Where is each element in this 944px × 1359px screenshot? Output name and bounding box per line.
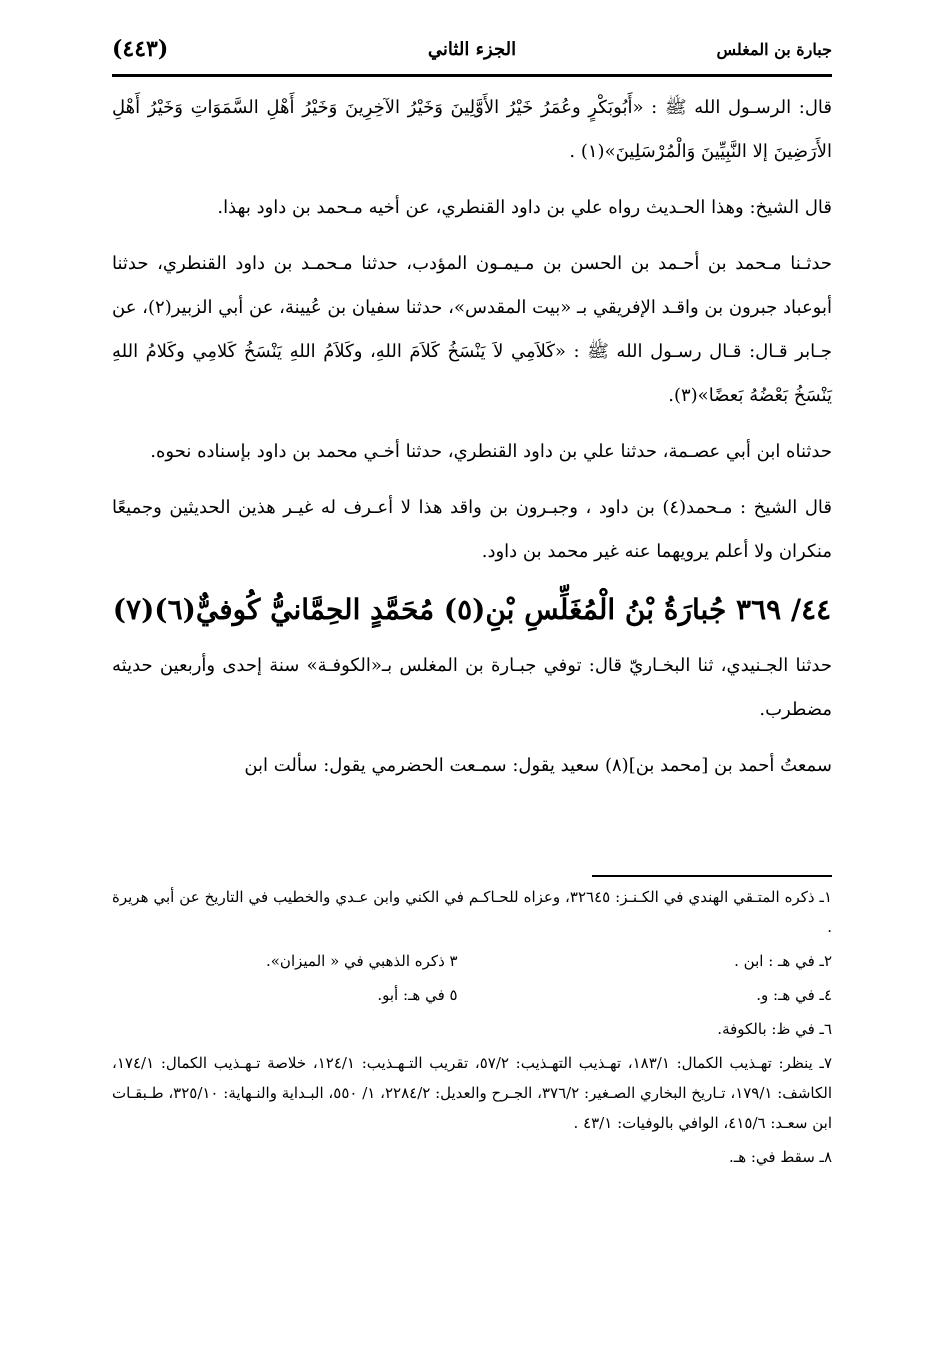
footnote-rule: [592, 875, 832, 877]
paragraph: حدثنا الجـنيدي، ثنا البخـاريّ قال: توفي جبـارة بن المغلس بـ«الكوفـة» سنة إحدى وأربعين حديثه مضطرب.: [112, 655, 832, 720]
paragraph: حدثناه ابن أبي عصـمة، حدثنا علي بن داود القنطري، حدثنا أخـي محمد بن داود بإسناده نحوه.: [150, 441, 832, 462]
paragraph: سمعتُ أحمد بن [محمد بن](٨) سعيد يقول: سمـعت الحضرمي يقول: سألت ابن: [244, 755, 832, 776]
entry-heading: ٤٤/ ٣٦٩ جُبارَةُ بْنُ الْمُغَلِّسِ بْنِ(٥) مُحَمَّدٍ الحِمَّانيُّ كُوفيٌّ(٦)(٧): [112, 593, 832, 626]
footnote: ٥ في هـ: أبو.: [377, 986, 458, 1004]
paragraph: قال: الرسـول الله ﷺ : «أَبُوبَكْرٍ وعُمَرُ خَيْرُ الأَوَّلِينَ وَخَيْرُ الآخِرِينَ وَخَيْرُ أَهْلِ السَّمَوَاتِ وَخَيْرُ أَهْلِ الأَرَضِينَ إلا النَّبِيِّينَ وَالْمُرْسَلِينَ»(١) .: [112, 97, 832, 162]
page-number: (٤٤٣): [112, 36, 169, 62]
footnote-row: [112, 946, 832, 976]
footnote: ٦ـ في ظ: بالكوفة.: [717, 1020, 832, 1038]
paragraph: قال الشيخ: وهذا الحـديث رواه علي بن داود القنطري، عن أخيه مـحمد بن داود بهذا.: [217, 197, 832, 218]
footnotes: [112, 882, 832, 1176]
paragraph: قال الشيخ : مـحمد(٤) بن داود ، وجبـرون بن واقد هذا لا أعـرف له غيـر هذين الحديثين وجميعًا منكران ولا أعلم يرويهما عنه غير محمد بن داود.: [112, 497, 832, 562]
running-title: جبارة بن المغلس: [716, 39, 832, 59]
footnote: ١ـ ذكره المتـقي الهندي في الكـنـز: ٣٢٦٤٥، وعزاه للحـاكـم في الكني وابن عـدي والخطيب في التاريخ عن أبي هريرة .: [112, 888, 832, 936]
main-text: [112, 86, 832, 800]
footnote: ٨ـ سقط في: هـ.: [729, 1148, 832, 1166]
running-header: [112, 30, 832, 68]
footnote: ٧ـ ينظر: تهـذيب الكمال: ١٨٣/١، تهـذيب التهـذيب: ٥٧/٢، تقريب التـهـذيب: ١٢٤/١، خلاصة تـهـذيب الكمال: ١٧٤/١، الكاشف: ١٧٩/١، تـاريخ البخاري الصـغير: ٣٧٦/٢، الجـرح والعديل: ٢٢٨٤/٢، ١/ ٥٥٠، البـداية والنـهاية: ٣٢٥/١٠، طـبقـات ابن سعـد: ٤١٥/٦، الوافي بالوفيات: ٤٣/١ .: [112, 1054, 833, 1132]
footnote: ٣ ذكره الذهبي في « الميزان».: [265, 952, 458, 970]
footnote: ٤ـ في هـ: و.: [756, 986, 832, 1004]
paragraph: حدثـنا مـحمد بن أحـمد بن الحسن بن مـيمـون المؤدب، حدثنا مـحمـد بن داود القنطري، حدثنا أبوعباد جبرون بن واقـد الإفريقي بـ «بيت المقدس»، حدثنا سفيان بن عُيينة، عن أبي الزبير(٢)، عن جـابر قـال: قـال رسـول الله ﷺ : «كَلاَمِي لاَ يَنْسَخُ كَلاَمَ اللهِ، وكَلاَمُ اللهِ يَنْسَخُ كَلامِي وكَلامُ اللهِ يَنْسَخُ بَعْضُهُ بَعضًا»(٣).: [112, 253, 832, 406]
footnote-row: [112, 980, 832, 1010]
footnote: ٢ـ في هـ : ابن .: [734, 952, 832, 970]
volume-label: الجزء الثاني: [427, 38, 517, 60]
header-rule: [112, 74, 832, 77]
